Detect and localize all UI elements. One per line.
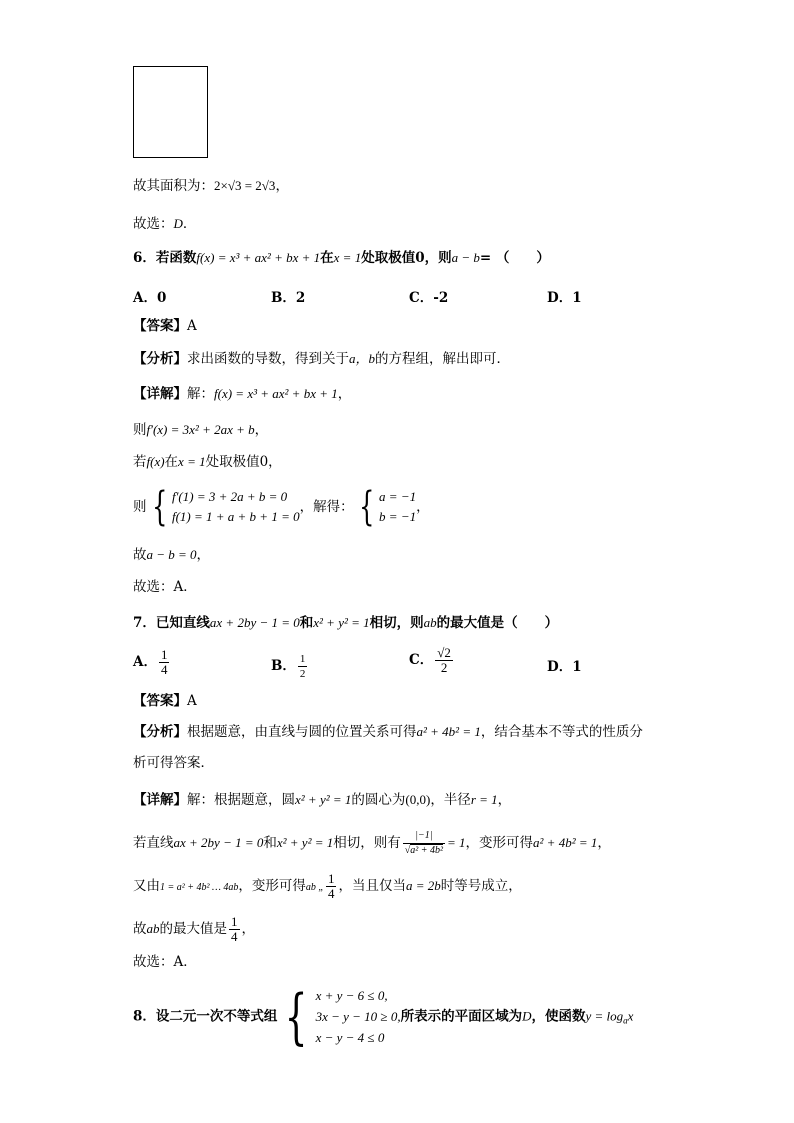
q7-detail-line3: 又由1 = a² + 4b² … 4ab，变形可得ab „ $\frac{1}{4}$ ，当且仅当a = 2b时等号成立， [133,871,522,901]
left-brace: { [151,484,167,530]
q6-extremum: 若f(x)在x = 1处取极值0， [133,454,282,470]
q6-result: 故a − b = 0， [133,547,211,563]
q7-detail-line4: 故ab的最大值是 $\frac{1}{4}$ ， [133,914,255,944]
left-brace: { [358,484,374,530]
choose-line: 故选：D． [133,216,197,232]
q7-detail-line1: 【详解】解：根据题意，圆x² + y² = 1的圆心为(0,0)，半径r = 1， [133,792,512,808]
q7-option-b: B． $\frac{1}{2}$ [271,653,306,680]
left-brace: { [285,981,308,1052]
q6-answer: 【答案】A [133,318,197,334]
figure-rectangle [133,66,208,158]
q7-answer: 【答案】A [133,693,197,709]
q8-stem: 8．设二元一次不等式组 { x + y − 6 ≤ 0, 3x − y − 10 ≥ 0, x − y − 4 ≤ 0 所表示的平面区域为D，使函数$y = \log_ax$ [133,981,634,1052]
q6-analysis: 【分析】求出函数的导数，得到关于a，b的方程组，解出即可． [133,351,511,367]
q7-option-c: C． $\frac{√2}{2}$ [409,645,451,675]
q7-analysis-line2: 析可得答案． [133,755,214,771]
q7-analysis-line1: 【分析】根据题意，由直线与圆的位置关系可得a² + 4b² = 1，结合基本不等式的性质分 [133,724,643,740]
area-line: 故其面积为：2×√3 = 2√3， [133,178,289,194]
q6-option-b: B．2 [271,290,306,306]
q7-stem: 7．已知直线ax + 2by − 1 = 0和x² + y² = 1相切，则ab的最大值是（ ） [133,615,559,631]
q7-option-d: D．1 [547,659,582,675]
q7-choose: 故选：A． [133,954,197,970]
q6-option-c: C．-2 [409,290,449,306]
q7-option-a: A． $\frac{1}{4}$ [133,647,168,677]
q6-derivative: 则f′(x) = 3x² + 2ax + b， [133,422,269,438]
q6-system: 则 { f′(1) = 3 + 2a + b = 0 f(1) = 1 + a + b + 1 = 0 ，解得： { a = −1 b = −1 ， [133,484,430,530]
q6-option-d: D．1 [547,290,582,306]
q6-choose: 故选：A． [133,579,197,595]
q6-option-a: A．0 [133,290,167,306]
q6-detail-line1: 【详解】解：f(x) = x³ + ax² + bx + 1， [133,386,352,402]
q6-stem: 6．若函数f(x) = x³ + ax² + bx + 1在x = 1处取极值0，则a − b= （ ） [133,250,550,266]
q7-detail-line2: 若直线ax + 2by − 1 = 0和x² + y² = 1相切，则有 $\frac{|-1|}{\text{√a² + 4b²}}$ = 1，变形可得a² + 4b² = 1， [133,830,611,856]
